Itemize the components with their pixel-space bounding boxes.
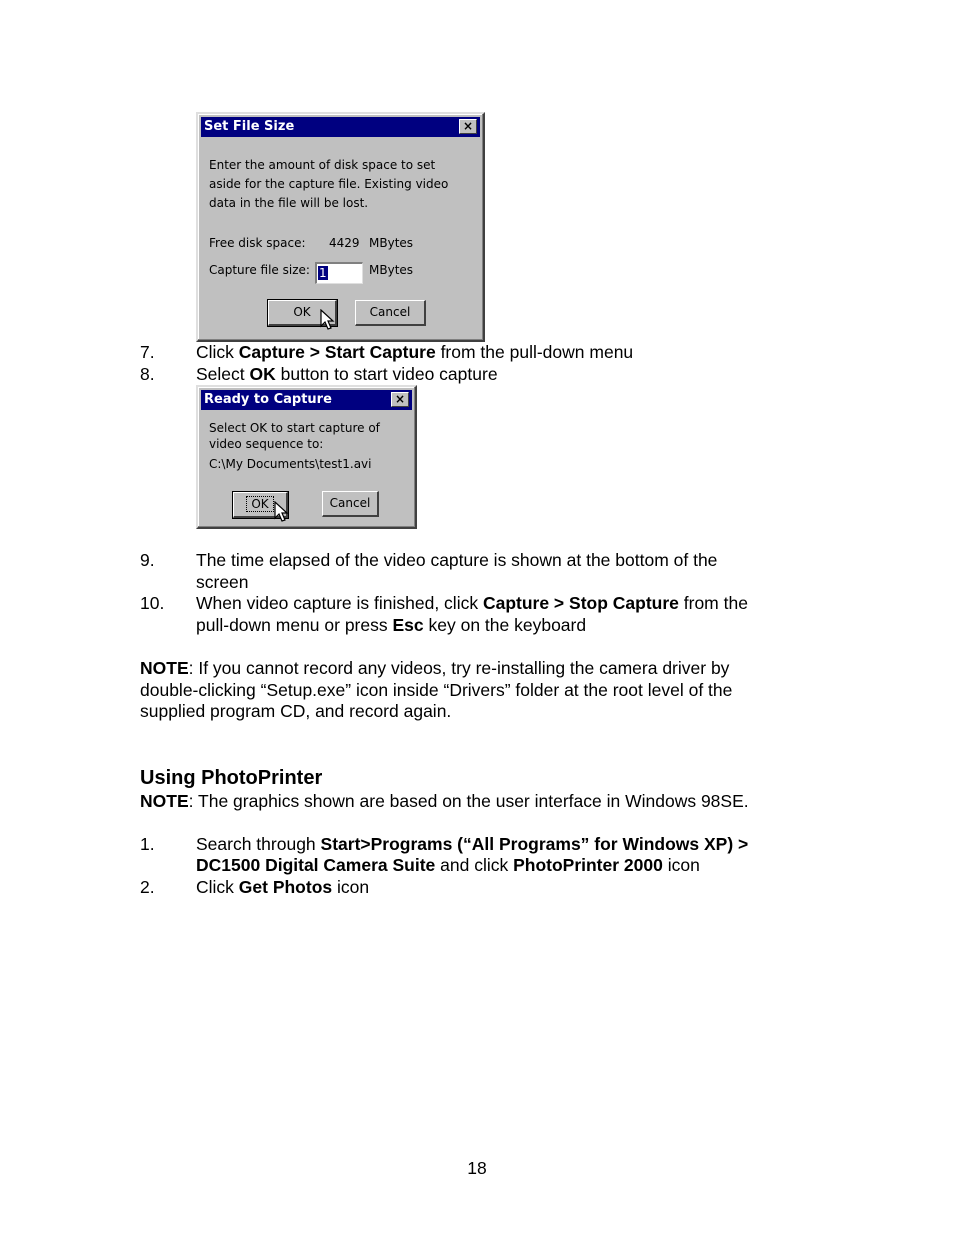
step-1-line-1 [196, 833, 796, 855]
step-1-post: icon [662, 855, 700, 875]
step-7-bold: Capture > Start Capture [238, 342, 436, 362]
step-7-pre: Click [196, 342, 239, 362]
free-disk-space-value: 4429 [329, 236, 360, 250]
ready-message-line-1: Select OK to start capture of [209, 421, 380, 435]
step-9-line-1: The time elapsed of the video capture is shown at the bottom of the [196, 550, 718, 570]
ready-to-capture-dialog [196, 385, 417, 529]
step-10-post: key on the keyboard [423, 615, 587, 635]
step-1-line-2 [196, 854, 796, 876]
step-10-number: 10. [140, 593, 165, 613]
dialog-title: Ready to Capture [204, 392, 332, 407]
set-file-size-dialog [196, 112, 485, 342]
step-1-bold-2: DC1500 Digital Camera Suite [196, 855, 436, 875]
step-9-line-2: screen [196, 572, 249, 592]
dialog-title: Set File Size [204, 119, 295, 134]
ready-message-path: C:\My Documents\test1.avi [209, 457, 372, 471]
step-10-mid: from the [678, 593, 748, 613]
dialog-description-line-1: Enter the amount of disk space to set [209, 158, 436, 172]
step-2-bold: Get Photos [238, 877, 333, 897]
capture-file-size-value: 1 [319, 266, 327, 280]
step-7-post: from the pull-down menu [435, 342, 634, 362]
free-disk-space-label: Free disk space: [209, 236, 306, 250]
step-10-bold-1: Capture > Stop Capture [482, 593, 679, 613]
step-9-number: 9. [140, 550, 155, 570]
step-1-number: 1. [140, 834, 155, 854]
cancel-button[interactable] [355, 300, 426, 326]
step-8-pre: Select [196, 364, 250, 384]
step-2-text [196, 876, 796, 898]
step-8-post: button to start video capture [275, 364, 498, 384]
section-heading: Using PhotoPrinter [140, 767, 323, 789]
step-2-post: icon [332, 877, 370, 897]
ready-message-line-2: video sequence to: [209, 437, 324, 451]
note-label: NOTE [140, 658, 189, 678]
step-8-number: 8. [140, 364, 155, 384]
mouse-pointer-icon [274, 501, 290, 525]
capture-file-size-unit: MBytes [369, 263, 414, 277]
note-line-2: double-clicking “Setup.exe” icon inside “Drivers” folder at the root level of the [140, 680, 733, 700]
step-10-pre: When video capture is finished, click [196, 593, 483, 613]
dialog-titlebar [201, 390, 412, 410]
mouse-pointer-icon [320, 309, 336, 333]
step-1-bold-3: PhotoPrinter 2000 [513, 855, 663, 875]
ok-button-label: OK [293, 305, 311, 319]
capture-file-size-label: Capture file size: [209, 263, 310, 277]
section-note-label: NOTE [140, 791, 189, 811]
step-8-text [196, 363, 796, 385]
step-1-pre: Search through [196, 834, 321, 854]
note-line-3: supplied program CD, and record again. [140, 701, 452, 721]
cancel-button-label: Cancel [329, 496, 371, 510]
note-line-1 [140, 657, 800, 679]
step-1-bold-1: Start>Programs (“All Programs” for Windows XP) > [320, 834, 749, 854]
note-text-1: : If you cannot record any videos, try re-installing the camera driver by [188, 658, 730, 678]
step-2-number: 2. [140, 877, 155, 897]
step-7-text [196, 341, 796, 363]
close-icon[interactable]: × [391, 392, 409, 407]
capture-file-size-input[interactable] [315, 262, 363, 284]
cancel-button-label: Cancel [369, 305, 411, 319]
step-2-pre: Click [196, 877, 239, 897]
dialog-description-line-3: data in the file will be lost. [209, 196, 369, 210]
step-7-number: 7. [140, 342, 155, 362]
dialog-description-line-2: aside for the capture file. Existing video [209, 177, 449, 191]
section-note-text: : The graphics shown are based on the user interface in Windows 98SE. [188, 791, 749, 811]
dialog-titlebar [201, 117, 480, 137]
step-10-line-1 [196, 592, 796, 614]
cancel-button[interactable] [322, 491, 379, 517]
step-10-line-2-pre: pull-down menu or press [196, 615, 393, 635]
step-1-mid: and click [435, 855, 514, 875]
section-note [140, 790, 800, 812]
step-10-bold-2: Esc [392, 615, 424, 635]
step-10-line-2 [196, 614, 796, 636]
page-number: 18 [467, 1158, 487, 1178]
close-icon[interactable]: × [459, 119, 477, 134]
ok-button-label: OK [246, 496, 273, 512]
free-disk-space-unit: MBytes [369, 236, 414, 250]
step-8-bold: OK [249, 364, 276, 384]
